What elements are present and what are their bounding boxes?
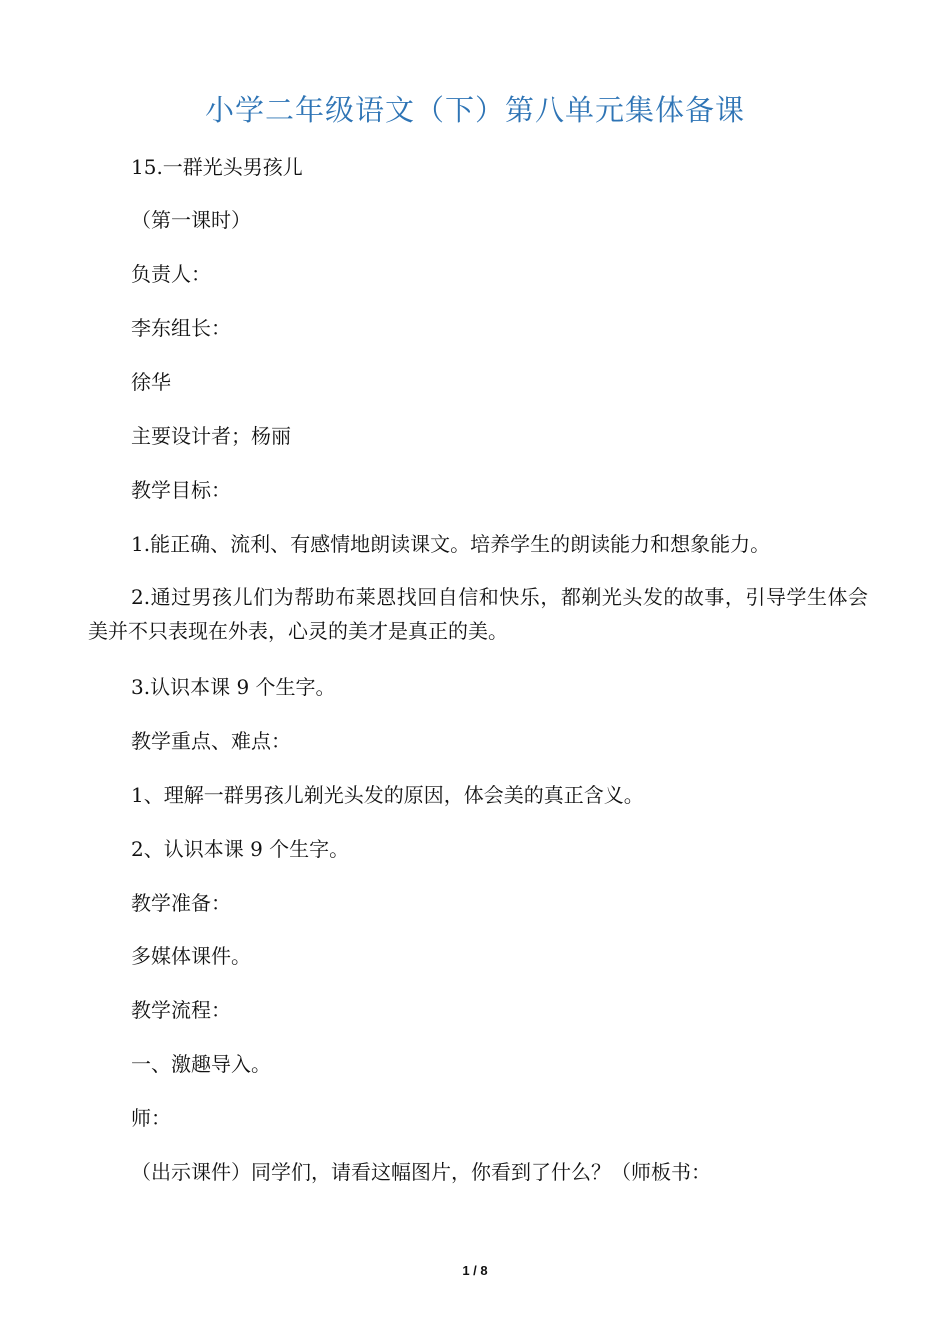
process-heading: 教学流程：	[131, 998, 231, 1022]
page-number: 1 / 8	[462, 1263, 488, 1278]
preparation-text: 多媒体课件。	[131, 944, 251, 968]
objective-item: 3.认识本课 9 个生字。	[131, 675, 336, 699]
document-title: 小学二年级语文（下）第八单元集体备课	[204, 93, 745, 127]
teacher-label: 师：	[131, 1106, 171, 1130]
responsible-label: 负责人：	[131, 262, 211, 286]
key-point-item: 1、理解一群男孩儿剃光头发的原因，体会美的真正含义。	[131, 783, 644, 807]
key-points-heading: 教学重点、难点：	[131, 729, 291, 753]
teacher-line: （出示课件）同学们，请看这幅图片，你看到了什么？（师板书：	[131, 1160, 711, 1184]
objective-item: 2.通过男孩儿们为帮助布莱恩找回自信和快乐，都剃光头发的故事，引导学生体会美并不只表现在外表，心灵的美才是真正的美。	[88, 585, 868, 643]
objectives-heading: 教学目标：	[131, 478, 231, 502]
lesson-title: 15.一群光头男孩儿	[131, 155, 303, 179]
key-point-item: 2、认识本课 9 个生字。	[131, 837, 350, 861]
main-designer: 主要设计者；杨丽	[131, 424, 291, 448]
lesson-period: （第一课时）	[131, 208, 251, 232]
group-leader: 李东组长：	[131, 316, 231, 340]
preparation-heading: 教学准备：	[131, 891, 231, 915]
member-name: 徐华	[131, 370, 171, 394]
objective-item: 1.能正确、流利、有感情地朗读课文。培养学生的朗读能力和想象能力。	[131, 532, 771, 556]
process-step: 一、激趣导入。	[131, 1052, 271, 1076]
